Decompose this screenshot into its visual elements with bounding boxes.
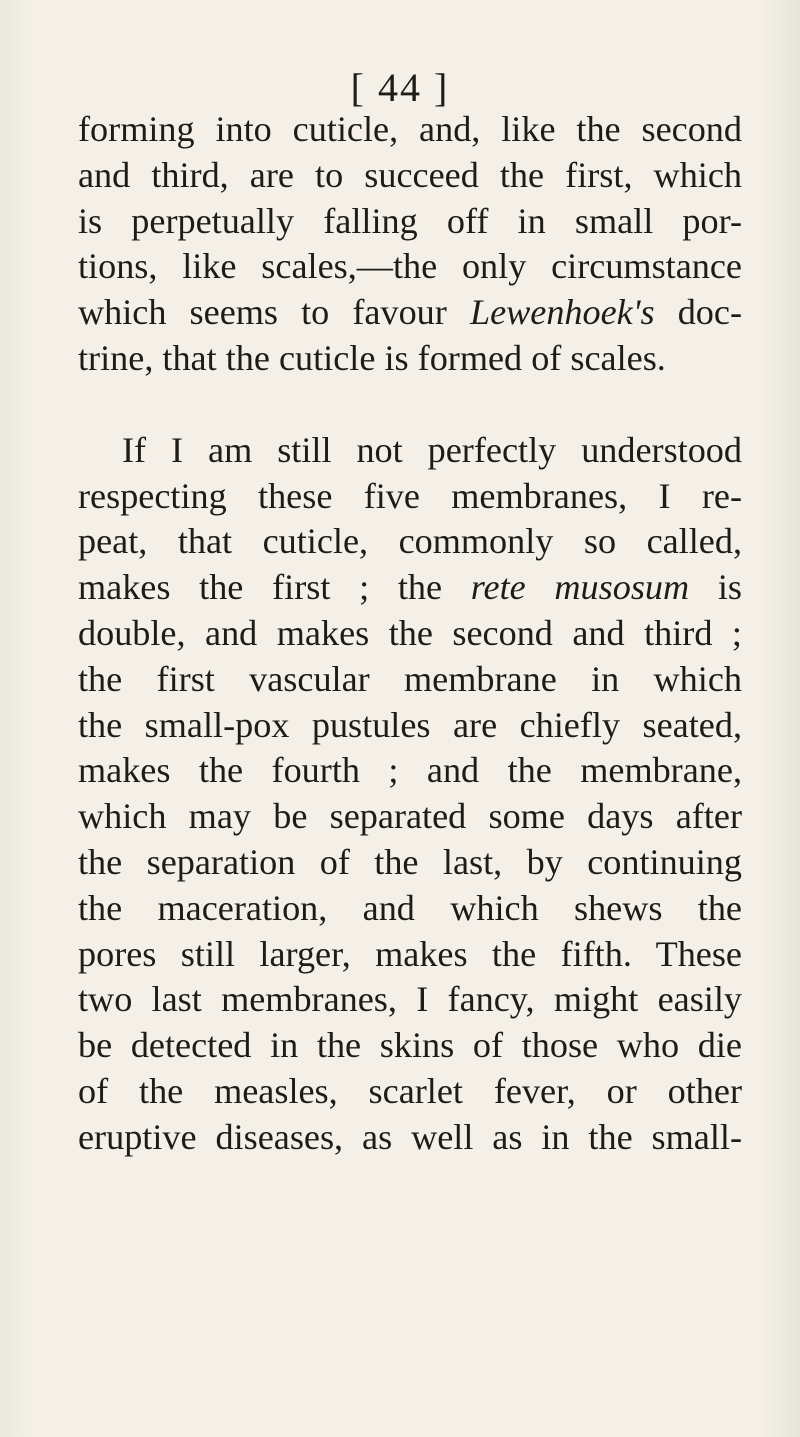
text-segment: trine, that the cuticle is formed of scales.	[78, 337, 666, 378]
paragraph	[78, 107, 742, 382]
paragraph-gap	[78, 382, 742, 428]
text-line	[78, 840, 742, 886]
text-segment: be detected in the skins of those who die	[78, 1025, 742, 1066]
text-segment: is	[689, 567, 743, 608]
text-segment: of the measles, scarlet fever, or other	[78, 1070, 742, 1111]
text-segment: makes the first ; the	[78, 567, 471, 608]
text-segment: the first vascular membrane in which	[78, 658, 742, 699]
text-segment: the small-pox pustules are chiefly seated,	[78, 704, 742, 745]
text-line	[78, 932, 742, 978]
text-line	[78, 199, 742, 245]
text-segment: If I am still not perfectly understood	[122, 429, 742, 470]
italic-text: rete musosum	[470, 567, 690, 608]
text-line	[78, 1023, 742, 1069]
text-segment: the separation of the last, by continuing	[78, 841, 742, 882]
italic-text: Lewenhoek's	[469, 292, 655, 333]
text-segment: doc-	[654, 292, 742, 333]
text-segment: forming into cuticle, and, like the second	[78, 109, 742, 149]
text-segment: respecting these five membranes, I re-	[78, 475, 742, 516]
text-line	[78, 703, 742, 749]
text-line	[78, 153, 742, 199]
text-line	[78, 107, 742, 153]
text-line	[78, 886, 742, 932]
text-line	[78, 748, 742, 794]
text-line	[78, 565, 742, 611]
text-segment: peat, that cuticle, commonly so called,	[78, 521, 742, 562]
text-segment: tions, like scales,—the only circumstance	[78, 246, 742, 287]
page-number: [ 44 ]	[350, 65, 450, 110]
body-text	[78, 107, 742, 1161]
text-segment: eruptive diseases, as well as in the small-	[78, 1116, 742, 1157]
text-segment: pores still larger, makes the fifth. These	[78, 933, 742, 974]
text-line	[78, 611, 742, 657]
text-segment: the maceration, and which shews the	[78, 887, 742, 928]
text-line	[78, 657, 742, 703]
text-line	[78, 794, 742, 840]
text-segment: and third, are to succeed the first, which	[78, 154, 742, 195]
text-segment: makes the fourth ; and the membrane,	[78, 750, 742, 791]
text-segment: two last membranes, I fancy, might easily	[78, 979, 742, 1020]
text-line	[78, 244, 742, 290]
text-line	[78, 1115, 742, 1161]
text-segment: which seems to favour	[78, 292, 470, 333]
text-line	[78, 1069, 742, 1115]
text-line	[78, 474, 742, 520]
text-segment: is perpetually falling off in small por-	[78, 200, 742, 241]
text-segment: which may be separated some days after	[78, 796, 742, 837]
text-line	[78, 519, 742, 565]
text-line	[78, 290, 742, 336]
text-segment: double, and makes the second and third ;	[78, 612, 742, 653]
text-line	[78, 428, 742, 474]
paragraph	[78, 428, 742, 1161]
text-line	[78, 977, 742, 1023]
text-line	[78, 336, 742, 382]
